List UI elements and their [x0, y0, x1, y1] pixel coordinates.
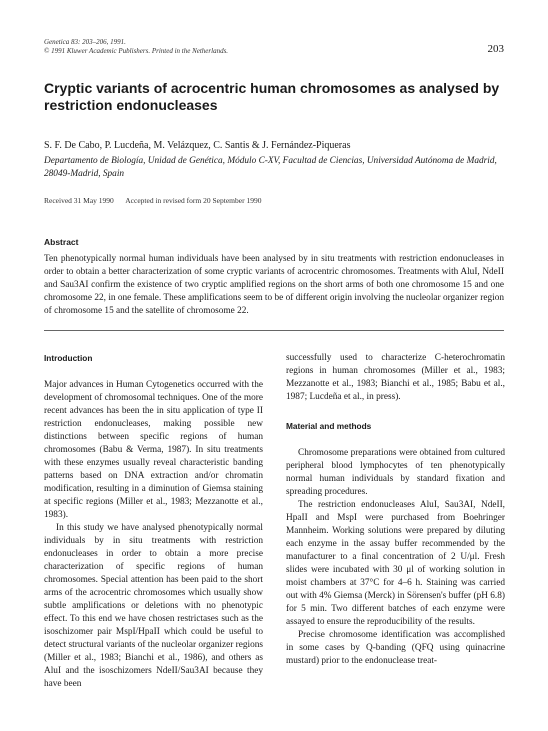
methods-heading: Material and methods: [286, 421, 372, 431]
article-dates: [44, 196, 271, 205]
accepted-date: Accepted in revised form 20 September 1990: [125, 196, 262, 205]
abstract-text: Ten phenotypically normal human individuals have been analysed by in situ treatments with restriction endonucleases in order to obtain a better characterization of some cryptic variants of acrocentric chromosomes. Treatments with AluI, NdeII and Sau3AI confirm the existence of two cryptic amplified regions on the short arms of both one chromosome 15 and one chromosome 22, in one female. These amplifications seem to be of different origin involving the nucleolar organizer region of chromosome 15 and the satellite of chromosome 22.: [44, 254, 504, 316]
received-date: Received 31 May 1990: [44, 196, 114, 205]
left-column: [44, 352, 263, 691]
journal-volume-line: Genetica 83: 203–206, 1991.: [44, 38, 126, 46]
methods-paragraph-2: The restriction endonucleases AluI, Sau3AI, NdeII, HpaII and MspI were purchased from Boehringer Mannheim. Working solutions were prepared by diluting each enzyme in the assay buffer recommended by the manufacturer to a final concentration of 2 U/μl. Fresh slides were incubated with 30 μl of working solution in moist chambers at 37°C for 4–6 h. Staining was carried out with 4% Giemsa (Merck) in Sörensen's buffer (pH 6.8) for 5 min. Two different batches of each enzyme were assayed to ensure the reproducibility of the results.: [286, 500, 505, 627]
introduction-paragraph-1: Major advances in Human Cytogenetics occurred with the development of chromosomal techniques. One of the more recent advances has been the in situ application of type II restriction endonucleases, making possible new distinctions between specific regions of human chromosomes (Babu & Verma, 1987). In situ treatments with these enzymes usually reveal characteristic banding patterns based on DNA extraction and/or chromatin modification, resulting in a diminution of Giemsa staining at specific regions (Miller et al., 1983; Mezzanotte et al., 1983).: [44, 380, 263, 520]
page-number: 203: [487, 43, 504, 55]
introduction-heading: Introduction: [44, 353, 93, 363]
section-divider: [44, 330, 504, 331]
author-list: S. F. De Cabo, P. Lucdeña, M. Velázquez, C. Santis & J. Fernández-Piqueras: [44, 140, 351, 151]
journal-publisher-line: © 1991 Kluwer Academic Publishers. Printed in the Netherlands.: [44, 47, 229, 55]
introduction-paragraph-2: In this study we have analysed phenotypically normal individuals by in situ treatments with restriction endonucleases in order to obtain a more precise characterization of specific regions of human chromosomes. Special attention has been paid to the short arms of the acrocentric chromosomes which usually show subtle amplifications or deletions with no phenotypic effect. To this end we have chosen restrictases such as the isoschizomer pair MspI/HpaII which could be useful to detect structural variants of the nucleolar organizer regions (Miller et al., 1983; Bianchi et al., 1986), and others as AluI and the isoschizomers NdeII/Sau3AI because they have been: [44, 523, 263, 689]
journal-citation: [44, 38, 228, 56]
abstract-heading: Abstract: [44, 237, 79, 247]
right-column: [286, 352, 505, 668]
methods-paragraph-3: Precise chromosome identification was accomplished in some cases by Q-banding (QFQ using quinacrine mustard) prior to the endonuclease treat-: [286, 630, 505, 666]
author-affiliation: Departamento de Biología, Unidad de Genética, Módulo C-XV, Facultad de Ciencias, Universidad Autónoma de Madrid, 28049-Madrid, Spain: [44, 156, 497, 179]
introduction-continuation: successfully used to characterize C-heterochromatin regions in human chromosomes (Miller et al., 1983; Mezzanotte et al., 1983; Bianchi et al., 1985; Babu et al., 1987; Lucdeña et al., in press).: [286, 353, 505, 402]
article-title: Cryptic variants of acrocentric human chromosomes as analysed by restriction endonucleases: [44, 80, 500, 113]
methods-paragraph-1: Chromosome preparations were obtained from cultured peripheral blood lymphocytes of ten phenotypically normal human individuals by standard fixation and spreading procedures.: [286, 448, 505, 497]
